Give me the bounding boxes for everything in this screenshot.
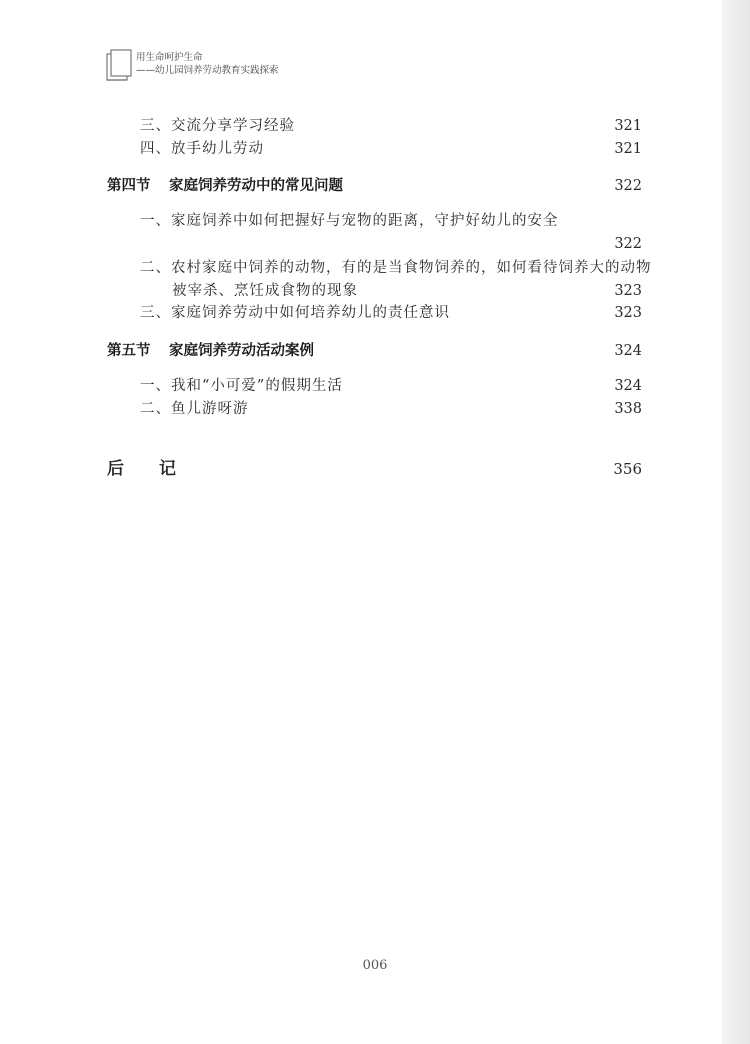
toc-entry-page: 356	[613, 460, 642, 478]
toc-entry-title: 二、农村家庭中饲养的动物，有的是当食物饲养的，如何看待饲养大的动物	[140, 260, 652, 276]
toc-entry-page: 322	[614, 236, 642, 252]
toc-entry-title: 二、鱼儿游呀游	[140, 401, 249, 417]
header-title-line2: ——幼儿园饲养劳动教育实践探索	[136, 65, 279, 76]
toc-entry-page-line	[0, 233, 750, 255]
toc-section-4[interactable]	[0, 175, 750, 197]
toc-entry-continuation	[0, 280, 750, 302]
afterword-char-2: 记	[159, 459, 176, 479]
toc-section-5[interactable]	[0, 340, 750, 362]
toc-entry[interactable]	[0, 398, 750, 420]
toc-entry-page: 321	[614, 118, 642, 134]
section-number: 第四节	[107, 178, 151, 194]
toc-entry-page: 338	[614, 401, 642, 417]
toc-entry-page: 323	[614, 283, 642, 299]
toc-entry-title: 一、我和“小可爱”的假期生活	[140, 378, 343, 394]
toc-entry-page: 322	[614, 178, 642, 194]
toc-entry-title: 四、放手幼儿劳动	[140, 141, 264, 157]
toc-entry-page: 324	[614, 378, 642, 394]
book-icon	[106, 48, 134, 82]
afterword-char-1: 后	[107, 459, 124, 479]
header-title-line1: 用生命呵护生命	[136, 52, 203, 63]
toc-entry-title: 一、家庭饲养中如何把握好与宠物的距离，守护好幼儿的安全	[140, 213, 559, 229]
toc-entry-title: 三、家庭饲养劳动中如何培养幼儿的责任意识	[140, 305, 450, 321]
toc-entry[interactable]	[0, 210, 750, 232]
toc-entry-page: 324	[614, 343, 642, 359]
toc-entry-page: 323	[614, 305, 642, 321]
toc-afterword[interactable]	[0, 458, 750, 480]
running-header	[106, 48, 346, 88]
toc-entry[interactable]	[0, 115, 750, 137]
page-number: 006	[362, 958, 388, 973]
section-title: 家庭饲养劳动中的常见问题	[169, 178, 343, 194]
toc-entry-title: 三、交流分享学习经验	[140, 118, 295, 134]
toc-entry[interactable]	[0, 257, 750, 279]
toc-entry[interactable]	[0, 375, 750, 397]
toc-entry[interactable]	[0, 138, 750, 160]
section-number: 第五节	[107, 343, 151, 359]
toc-entry-title-cont: 被宰杀、烹饪成食物的现象	[172, 283, 358, 299]
section-title: 家庭饲养劳动活动案例	[169, 343, 314, 359]
toc-entry-page: 321	[614, 141, 642, 157]
toc-entry[interactable]	[0, 302, 750, 324]
